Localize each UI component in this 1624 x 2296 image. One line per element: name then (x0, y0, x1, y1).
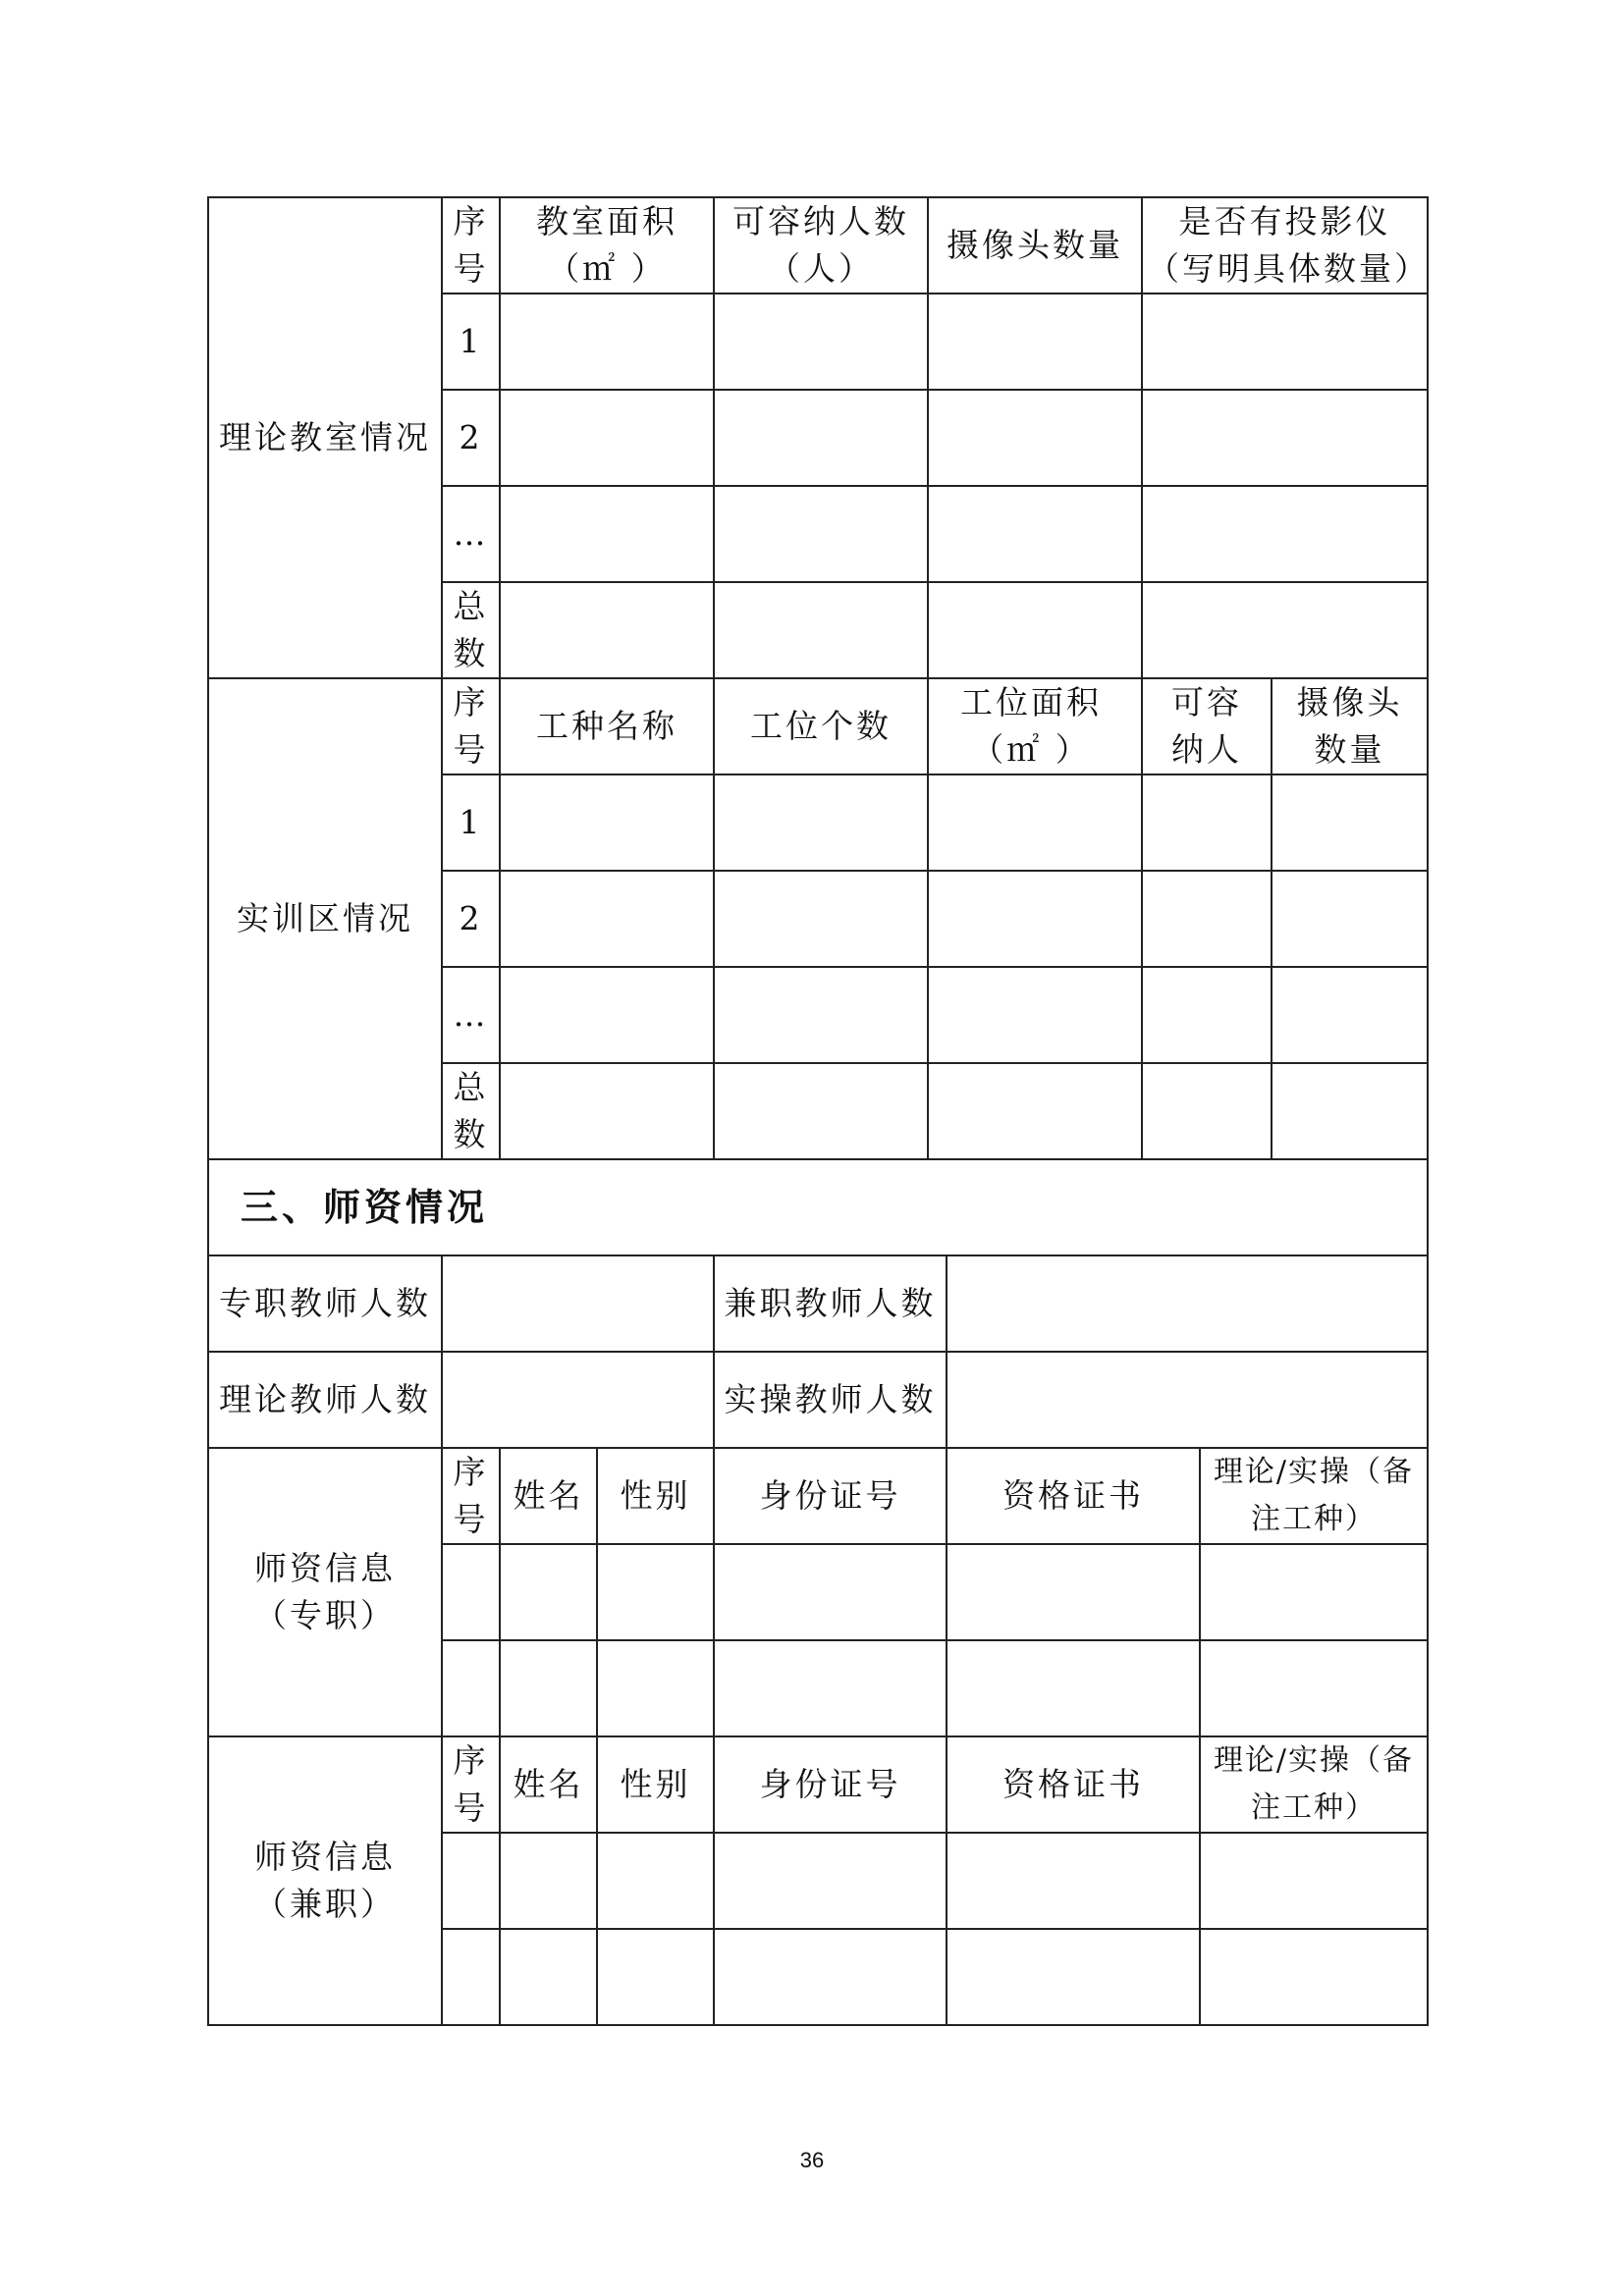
parttime-teacher-header-2: 性别 (596, 1735, 715, 1834)
training-row-seq: 1 (441, 774, 501, 872)
fulltime-teacher-input-cell[interactable] (1199, 1639, 1429, 1737)
parttime-teacher-section-label: 师资信息 （兼职） (207, 1735, 443, 2026)
classroom-input-cell[interactable] (713, 581, 929, 679)
parttime-teacher-input-cell[interactable] (1199, 1832, 1429, 1930)
training-input-cell[interactable] (713, 774, 929, 872)
fulltime-teacher-input-cell[interactable] (596, 1543, 715, 1641)
training-header-1: 工种名称 (499, 677, 715, 775)
parttime-teacher-input-cell[interactable] (596, 1832, 715, 1930)
training-input-cell[interactable] (499, 966, 715, 1064)
classroom-input-cell[interactable] (499, 293, 715, 391)
practice-count-label: 实操教师人数 (713, 1351, 947, 1449)
parttime-count-label: 兼职教师人数 (713, 1255, 947, 1353)
classroom-input-cell[interactable] (713, 389, 929, 487)
classroom-row-seq: 1 (441, 293, 501, 391)
parttime-count-input[interactable] (946, 1255, 1429, 1353)
fulltime-teacher-input-cell[interactable] (441, 1639, 501, 1737)
training-header-2: 工位个数 (713, 677, 929, 775)
training-input-cell[interactable] (1141, 1062, 1272, 1160)
classroom-input-cell[interactable] (499, 389, 715, 487)
fulltime-teacher-input-cell[interactable] (946, 1639, 1201, 1737)
classroom-header-2: 可容纳人数 （人） (713, 196, 929, 294)
classroom-input-cell[interactable] (927, 389, 1143, 487)
parttime-teacher-header-3: 身份证号 (713, 1735, 947, 1834)
fulltime-teacher-input-cell[interactable] (713, 1639, 947, 1737)
parttime-teacher-header-5: 理论/实操（备 注工种） (1199, 1735, 1429, 1834)
fulltime-teacher-section-label: 师资信息 （专职） (207, 1447, 443, 1737)
training-section-label: 实训区情况 (207, 677, 443, 1160)
classroom-row-seq: 2 (441, 389, 501, 487)
classroom-input-cell[interactable] (499, 581, 715, 679)
parttime-teacher-input-cell[interactable] (946, 1928, 1201, 2026)
classroom-header-1: 教室面积 （㎡ ） (499, 196, 715, 294)
fulltime-teacher-header-2: 性别 (596, 1447, 715, 1545)
training-row-seq: 2 (441, 870, 501, 968)
training-input-cell[interactable] (927, 870, 1143, 968)
fulltime-teacher-input-cell[interactable] (499, 1543, 598, 1641)
parttime-teacher-input-cell[interactable] (596, 1928, 715, 2026)
training-input-cell[interactable] (499, 774, 715, 872)
parttime-teacher-input-cell[interactable] (499, 1832, 598, 1930)
training-header-4: 可容 纳人 (1141, 677, 1272, 775)
fulltime-teacher-header-5: 理论/实操（备 注工种） (1199, 1447, 1429, 1545)
parttime-teacher-header-1: 姓名 (499, 1735, 598, 1834)
theory-count-input[interactable] (441, 1351, 715, 1449)
classroom-header-3: 摄像头数量 (927, 196, 1143, 294)
parttime-teacher-input-cell[interactable] (441, 1928, 501, 2026)
teachers-section-title: 三、师资情况 (207, 1158, 1429, 1256)
training-input-cell[interactable] (713, 966, 929, 1064)
classroom-input-cell[interactable] (1141, 581, 1429, 679)
training-input-cell[interactable] (499, 870, 715, 968)
training-input-cell[interactable] (1271, 1062, 1429, 1160)
classroom-input-cell[interactable] (927, 581, 1143, 679)
training-header-3: 工位面积 （㎡ ） (927, 677, 1143, 775)
classroom-row-seq: 总 数 (441, 581, 501, 679)
training-input-cell[interactable] (927, 966, 1143, 1064)
fulltime-teacher-header-0: 序 号 (441, 1447, 501, 1545)
classroom-header-4: 是否有投影仪 （写明具体数量） (1141, 196, 1429, 294)
training-input-cell[interactable] (1141, 870, 1272, 968)
fulltime-teacher-input-cell[interactable] (499, 1639, 598, 1737)
training-input-cell[interactable] (1271, 774, 1429, 872)
fulltime-count-label: 专职教师人数 (207, 1255, 443, 1353)
fulltime-teacher-input-cell[interactable] (713, 1543, 947, 1641)
training-row-seq: … (441, 966, 501, 1064)
training-input-cell[interactable] (1141, 966, 1272, 1064)
fulltime-teacher-header-3: 身份证号 (713, 1447, 947, 1545)
parttime-teacher-input-cell[interactable] (441, 1832, 501, 1930)
classroom-header-seq: 序 号 (441, 196, 501, 294)
training-input-cell[interactable] (1141, 774, 1272, 872)
training-input-cell[interactable] (927, 774, 1143, 872)
training-header-seq: 序 号 (441, 677, 501, 775)
classroom-input-cell[interactable] (499, 485, 715, 583)
page-number: 36 (799, 2148, 825, 2172)
classroom-section-label: 理论教室情况 (207, 196, 443, 679)
theory-count-label: 理论教师人数 (207, 1351, 443, 1449)
practice-count-input[interactable] (946, 1351, 1429, 1449)
training-input-cell[interactable] (927, 1062, 1143, 1160)
classroom-input-cell[interactable] (1141, 293, 1429, 391)
classroom-row-seq: … (441, 485, 501, 583)
fulltime-teacher-header-1: 姓名 (499, 1447, 598, 1545)
parttime-teacher-input-cell[interactable] (1199, 1928, 1429, 2026)
classroom-input-cell[interactable] (1141, 389, 1429, 487)
parttime-teacher-input-cell[interactable] (713, 1928, 947, 2026)
parttime-teacher-header-4: 资格证书 (946, 1735, 1201, 1834)
training-input-cell[interactable] (1271, 870, 1429, 968)
facility-form-table (208, 197, 1428, 2029)
parttime-teacher-input-cell[interactable] (946, 1832, 1201, 1930)
classroom-input-cell[interactable] (713, 485, 929, 583)
classroom-input-cell[interactable] (1141, 485, 1429, 583)
training-header-5: 摄像头 数量 (1271, 677, 1429, 775)
training-input-cell[interactable] (1271, 966, 1429, 1064)
fulltime-teacher-input-cell[interactable] (1199, 1543, 1429, 1641)
parttime-teacher-input-cell[interactable] (713, 1832, 947, 1930)
training-input-cell[interactable] (713, 1062, 929, 1160)
training-row-seq: 总 数 (441, 1062, 501, 1160)
classroom-input-cell[interactable] (927, 485, 1143, 583)
fulltime-teacher-input-cell[interactable] (596, 1639, 715, 1737)
fulltime-count-input[interactable] (441, 1255, 715, 1353)
fulltime-teacher-header-4: 资格证书 (946, 1447, 1201, 1545)
fulltime-teacher-input-cell[interactable] (946, 1543, 1201, 1641)
training-input-cell[interactable] (499, 1062, 715, 1160)
classroom-input-cell[interactable] (713, 293, 929, 391)
parttime-teacher-input-cell[interactable] (499, 1928, 598, 2026)
parttime-teacher-header-0: 序 号 (441, 1735, 501, 1834)
training-input-cell[interactable] (713, 870, 929, 968)
classroom-input-cell[interactable] (927, 293, 1143, 391)
fulltime-teacher-input-cell[interactable] (441, 1543, 501, 1641)
